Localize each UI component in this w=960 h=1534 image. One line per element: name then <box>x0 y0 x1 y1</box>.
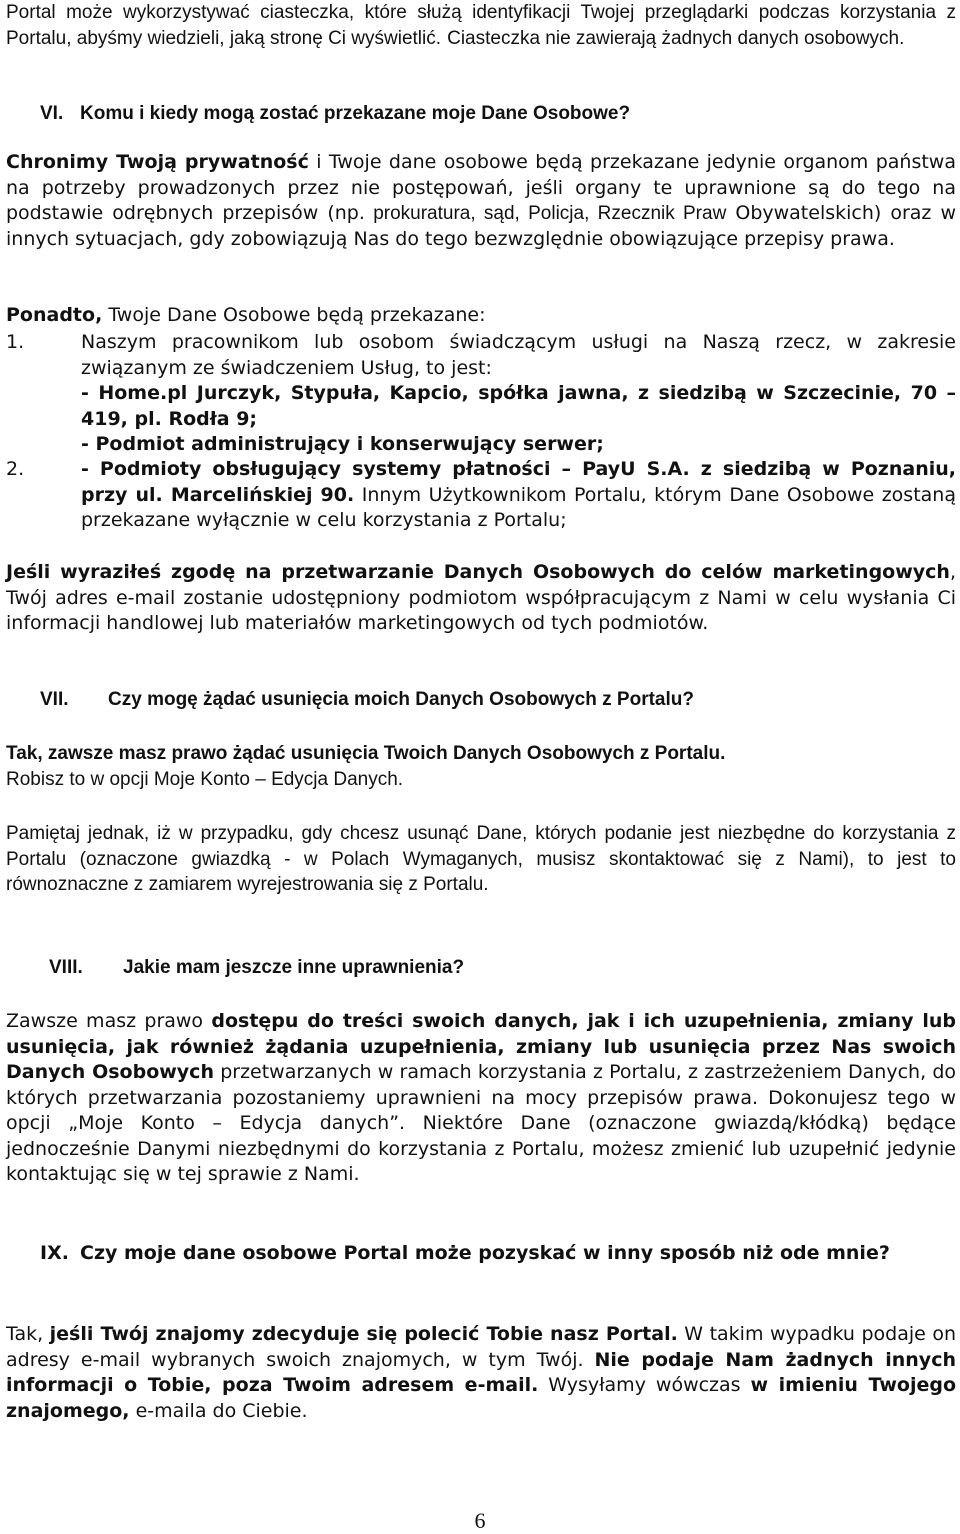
item-2-payu: - Podmioty obsługujący systemy płatności – PayU S.A. z siedzibą w Poznaniu, przy ul. Marcelińskiej 90. <box>81 458 956 506</box>
section-9-number: IX. <box>40 1242 69 1264</box>
intro-text: Portal może wykorzystywać ciasteczka, które służą identyfikacji Twojej przeglądarki podczas korzystania z Portalu, abyśmy wiedzieli, jaką stronę Ci wyświetlić. <box>6 2 956 49</box>
section-8-number: VIII. <box>49 957 83 978</box>
page-number: 6 <box>474 1508 486 1533</box>
referral-bold-d: Nie podaje Nam żadnych innych informacji o Tobie, poza Twoim adresem e-mail. <box>6 1348 956 1396</box>
rights-lead: dostępu do treści swoich danych, jak i ich uzupełnienia, zmiany lub usunięcia, jak również żądania uzupełnienia, zmiany lub usunięcia przez Nas swoich Danych Osobowych <box>6 1010 956 1083</box>
section-8-heading <box>49 955 464 980</box>
deletion-right-lead: Tak, zawsze masz prawo żądać usunięcia Twoich Danych Osobowych z Portalu. <box>6 743 726 764</box>
referral-text-e: Wysyłamy wówczas <box>538 1374 751 1396</box>
section-6-text-2: Obywatelskich) oraz w innych sytuacjach, gdy zobowiązują Nas do tego bezwzględnie obowiązujące przepisy prawa. <box>6 202 956 250</box>
intro-text-2: Ciasteczka nie zawierają żadnych danych osobowych. <box>447 27 905 49</box>
section-6-text: i Twoje dane osobowe będą przekazane jedynie organom państwa na potrzeby prowadzonych przez nie postępowań, jeśli organy te uprawnione są do tego na podstawie odrębnych przepisów (np. <box>6 151 956 224</box>
marketing-consent-lead: Jeśli wyraziłeś zgodę na przetwarzanie Danych Osobowych do celów marketingowych <box>6 561 950 583</box>
section-6-paragraph-3 <box>6 560 956 637</box>
section-7-paragraph-2: Pamiętaj jednak, iż w przypadku, gdy chcesz usunąć Dane, których podanie jest niezbędne do korzystania z Portalu (oznaczone gwiazdką - w Polach Wymaganych, musisz skontaktować się z Nami), to jest to równoznaczne z zamiarem wyrejestrowania się z Portalu. <box>6 823 956 895</box>
furthermore-text: Twoje Dane Osobowe będą przekazane: <box>102 304 486 326</box>
item-1-server: - Podmiot administrujący i konserwujący serwer; <box>81 433 604 455</box>
section-8-title: Jakie mam jeszcze inne uprawnienia? <box>123 957 465 978</box>
rights-text-b: przetwarzanych w ramach korzystania z Portalu, z zastrzeżeniem Danych, do których przetwarzania pozostaniemy uprawnieni na mocy przepisów prawa. Dokonujesz tego w opcji „Moje Konto – Edycja danych”. Niektóre Dane (oznaczone gwiazdą/kłódką) będące jednocześnie Danymi niezbędnymi do korzystania z Portalu, możesz zmienić lub uzupełnić jedynie kontaktując się w tej sprawie z Nami. <box>6 1061 957 1185</box>
section-6-title: Komu i kiedy mogą zostać przekazane moje Dane Osobowe? <box>80 103 631 124</box>
marketing-consent-text: , Twój adres e-mail zostanie udostępniony podmiotom współpracującym z Nami w celu wysłania Ci informacji handlowej lub materiałów marketingowych od tych podmiotów. <box>6 561 956 634</box>
recipient-item-1 <box>6 330 956 458</box>
section-7-number: VII. <box>40 689 69 710</box>
section-6-text-arial: prokuratura, sąd, Policja, Rzecznik Praw <box>364 203 727 224</box>
section-7-heading <box>40 687 694 712</box>
referral-text-a: Tak, <box>6 1323 50 1345</box>
item-2-text: Innym Użytkownikom Portalu, którym Dane Osobowe zostaną przekazane wyłącznie w celu korzystania z Portalu; <box>81 483 956 531</box>
section-6-number: VI. <box>40 103 64 124</box>
section-9-title: Czy moje dane osobowe Portal może pozyskać w inny sposób niż ode mnie? <box>80 1242 890 1264</box>
item-1-text: Naszym pracownikom lub osobom świadczącym usługi na Naszą rzecz, w zakresie związanym ze świadczeniem Usług, to jest: <box>81 331 956 379</box>
referral-bold-b: jeśli Twój znajomy zdecyduje się polecić Tobie nasz Portal. <box>49 1323 678 1345</box>
section-7-title: Czy mogę żądać usunięcia moich Danych Osobowych z Portalu? <box>108 689 694 710</box>
item-1-number: 1. <box>6 331 25 353</box>
item-2-number: 2. <box>6 458 25 480</box>
section-6-paragraph-2 <box>6 303 956 329</box>
item-1-hosting: - Home.pl Jurczyk, Stypuła, Kapcio, spółka jawna, z siedzibą w Szczecinie, 70 – 419, pl. Rodła 9; <box>81 382 956 430</box>
deletion-right-text: Robisz to w opcji Moje Konto – Edycja Danych. <box>6 768 404 790</box>
referral-bold-f: w imieniu Twojego znajomego, <box>6 1374 957 1422</box>
section-9-heading <box>40 1241 956 1266</box>
referral-text-c: W takim wypadku podaje on adresy e-mail wybranych swoich znajomych, w tym Twój. <box>6 1323 956 1371</box>
recipient-item-2 <box>6 457 956 534</box>
furthermore-lead: Ponadto, <box>6 304 103 326</box>
section-6-heading <box>40 101 630 126</box>
referral-text-g: e-maila do Ciebie. <box>129 1399 308 1422</box>
section-9-paragraph <box>6 1322 956 1424</box>
intro-paragraph <box>6 0 956 51</box>
section-7-paragraph-1 <box>6 741 956 792</box>
section-6-paragraph-1 <box>6 150 956 252</box>
section-8-paragraph <box>6 1009 956 1188</box>
privacy-lead: Chronimy Twoją prywatność <box>6 151 309 173</box>
rights-text-a: Zawsze masz prawo <box>6 1010 212 1032</box>
